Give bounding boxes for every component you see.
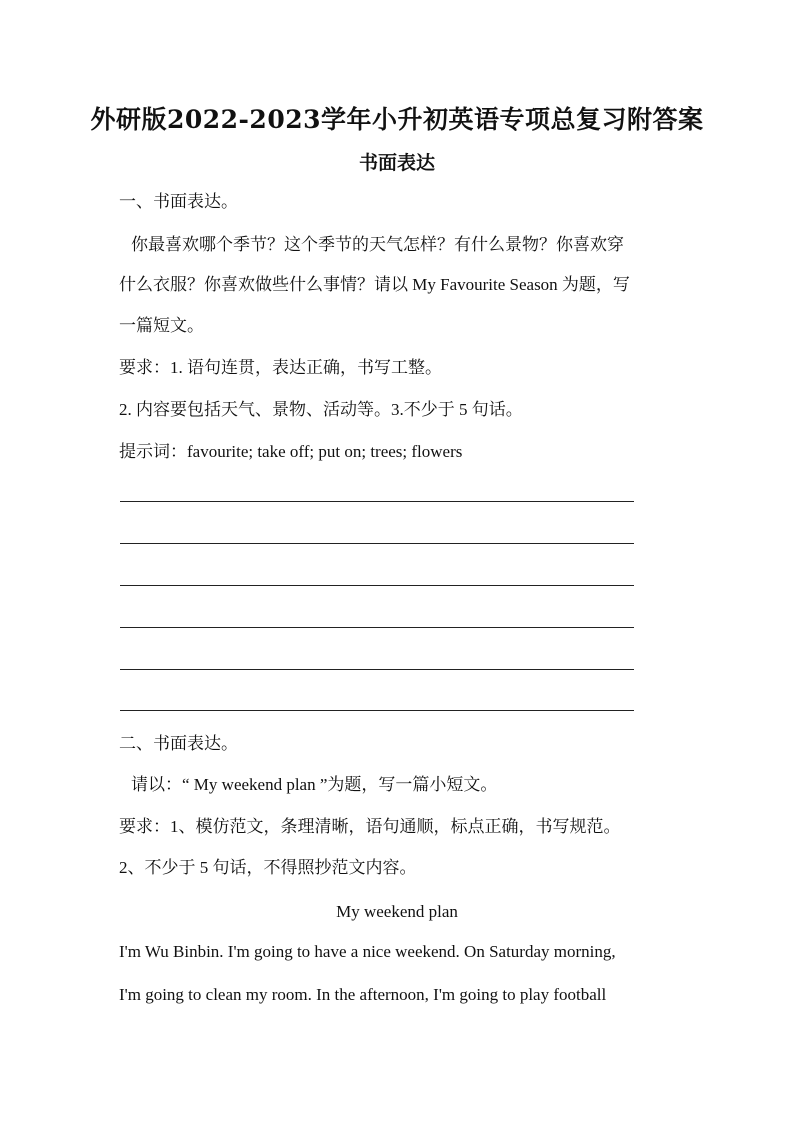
section1-prompt-line1: 你最喜欢哪个季节？这个季节的天气怎样？有什么景物？你喜欢穿 — [131, 235, 624, 254]
document-subtitle: 书面表达 — [358, 152, 435, 174]
document-title: 外研版2022-2023学年小升初英语专项总复习附答案 — [90, 105, 704, 134]
section1-requirement-line2: 2. 内容要包括天气、景物、活动等。3.不少于 5 句话。 — [119, 400, 523, 419]
answer-line — [120, 501, 634, 502]
section1-hint-words: 提示词：favourite; take off; put on; trees; flowers — [119, 442, 463, 461]
section2-requirement-line1: 要求：1、模仿范文，条理清晰，语句通顺，标点正确，书写规范。 — [119, 817, 621, 836]
section1-prompt-line3: 一篇短文。 — [119, 316, 204, 335]
section1-requirement-line1: 要求：1. 语句连贯，表达正确，书写工整。 — [119, 358, 442, 377]
answer-line — [120, 627, 634, 628]
section1-prompt-line2: 什么衣服？你喜欢做些什么事情？请以 My Favourite Season 为题，写 — [119, 275, 630, 294]
section2-prompt: 请以：“ My weekend plan ”为题，写一篇小短文。 — [131, 775, 498, 794]
sample-essay-line1: I'm Wu Binbin. I'm going to have a nice weekend. On Saturday morning, — [119, 942, 616, 961]
section2-requirement-line2: 2、不少于 5 句话，不得照抄范文内容。 — [119, 858, 417, 877]
answer-line — [120, 710, 634, 711]
sample-essay-line2: I'm going to clean my room. In the afternoon, I'm going to play football — [119, 985, 607, 1004]
sample-essay-title: My weekend plan — [336, 902, 458, 921]
answer-line — [120, 669, 634, 670]
answer-line — [120, 543, 634, 544]
section1-heading: 一、书面表达。 — [119, 192, 238, 211]
answer-line — [120, 585, 634, 586]
section2-heading: 二、书面表达。 — [119, 734, 238, 753]
